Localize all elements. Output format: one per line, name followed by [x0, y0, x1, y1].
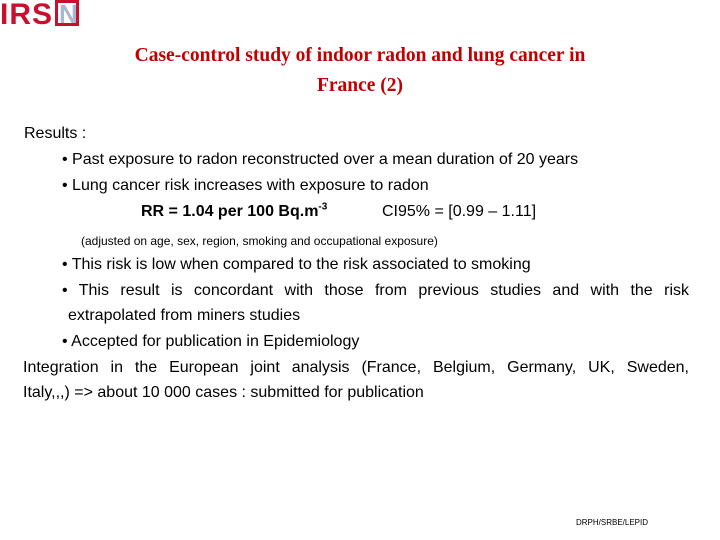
relative-risk: RR = 1.04 per 100 $Bq.m^{-3}$: [141, 201, 328, 220]
footer-code: DRPH/SRBE/LEPID: [576, 518, 649, 527]
adjusted-note: (adjusted on age, sex, region, smoking and occupational exposure): [81, 234, 438, 248]
logo-text: IRS: [0, 0, 54, 31]
bullet-risk-increase: • Lung cancer risk increases with exposure to radon: [62, 177, 429, 194]
irsn-logo: [0, 0, 79, 34]
slide-title: [60, 41, 660, 101]
bullet-past-exposure: • Past exposure to radon reconstructed over a mean duration of 20 years: [62, 151, 579, 168]
bullet-concordant-line-1: • This result is concordant with those from previous studies and with the risk: [62, 282, 689, 299]
bullet-low-risk: • This risk is low when compared to the risk associated to smoking: [62, 256, 531, 273]
results-label: Results :: [24, 125, 87, 142]
bullet-concordant-line-2: extrapolated from miners studies: [68, 307, 301, 324]
bullet-accepted: • Accepted for publication in Epidemiology: [62, 333, 360, 350]
logo-boxed-letter: N: [55, 0, 79, 26]
confidence-interval: CI95% = [0.99 – 1.11]: [382, 203, 537, 220]
integration-line-2: Italy,,,) => about 10 000 cases : submitted for publication: [23, 384, 424, 401]
title-line-2: France (2): [316, 75, 404, 96]
title-line-1: Case-control study of indoor radon and lung cancer in: [134, 45, 586, 66]
integration-line-1: Integration in the European joint analysis (France, Belgium, Germany, UK, Sweden,: [23, 359, 689, 376]
